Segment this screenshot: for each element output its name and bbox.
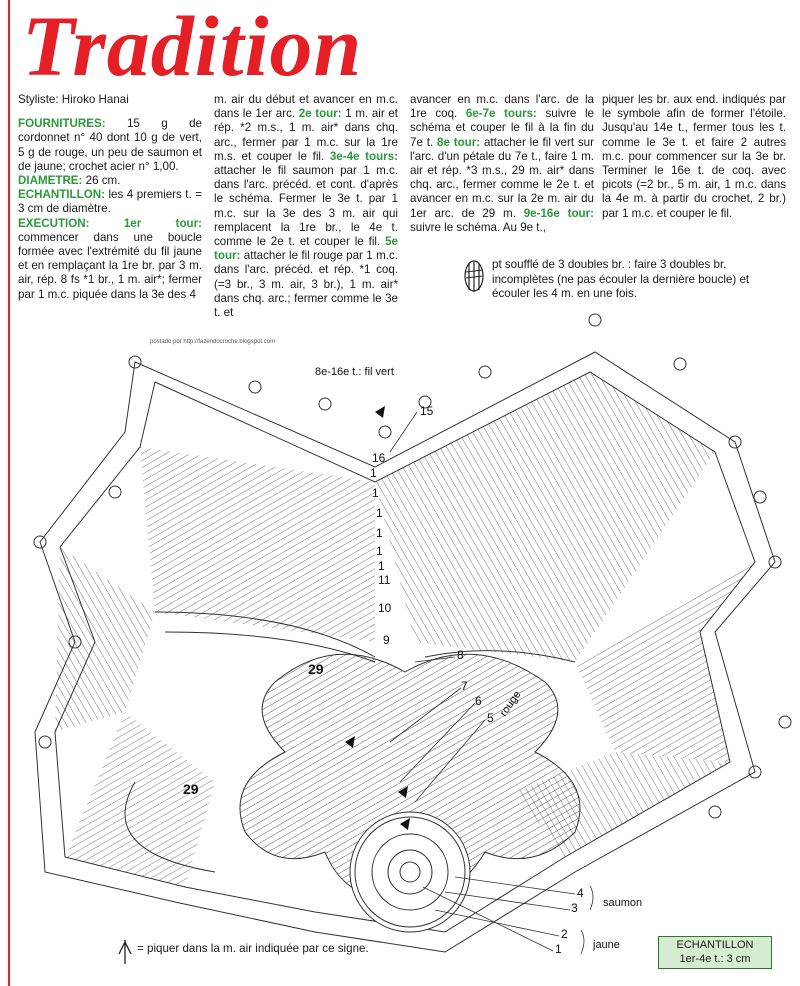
join-note: = piquer dans la m. air indiquée par ce signe. [137,942,369,955]
join-arrow-icon [117,938,133,964]
round-label-one-2: 1 [376,506,383,520]
column-2 [214,93,398,320]
col2-p5: attacher le fil rouge par 1 m.c. dans l'arc. précéd. et rép. *1 coq. (=3 br., 3 m. air, 3 br.), 1 m. air* dans chq. arc.; fermer comme le 3e t. et [214,249,398,320]
rouge-label: rouge [497,688,524,719]
round-label-one-5: 1 [378,559,385,573]
col3-p2: suivre le schéma et couper le fil à la fin du 7e t. [410,107,594,149]
echantillon-text: les 4 premiers t. = 3 cm de diamètre. [18,188,202,216]
round-label-one-6: 1 [370,466,377,480]
round-label-10: 10 [378,601,392,615]
puff-stitch-icon [462,258,486,294]
round-label-4: 4 [577,886,584,900]
col2-p2: 1 m. air et rép. *2 m.s., 1 m. air* dans chq. arc., fermer par 1 m.c. sur la 1re m.s. et couper le fil. [214,107,398,163]
left-red-rule [8,0,10,986]
round-label-15: 15 [420,404,434,418]
round-6-7-heading: 6e-7e tours: [457,107,537,121]
echantillon [18,188,202,216]
saumon-label: saumon [603,897,643,909]
execution [18,217,202,302]
round-label-8: 8 [457,648,464,662]
chain-label-b: 29 [183,781,199,797]
round-label-7: 7 [461,679,468,693]
page-title: Tradition [22,0,363,94]
col3-p1: avancer en m.c. dans l'arc. de la 1re coq. [410,93,594,121]
column-1 [18,93,202,302]
column-4 [602,93,786,221]
execution-heading: EXECUTION: 1er tour: [18,216,202,230]
round-5-heading: 5e tour: [214,235,399,263]
col4-p1: piquer les br. aux end. indiqués par le symbole afin de former l'étoile. Jusqu'au 14e t., fermer tous les t. comme le 3e t. et faire 2 autres m.c. pour commencer sur la 3e br. Terminer le 16e t. de coq. avec picots (=2 br., 5 m. air, 1 m.c. dans la 4e m. à partir du crochet, 2 br.) par 1 m.c. et couper le fil. [602,93,786,220]
execution-text: commencer dans une boucle formée avec l'extrémité du fil jaune et en remplaçant la 1re br. par 3 m. air, rép. 8 fs *1 br., 1 m. air*; fermer par 1 m.c. piquée dans la 3e des 4 [18,230,202,301]
diametre-heading: DIAMETRE: [18,174,83,188]
col2-p1: m. air du début et avancer en m.c. dans le 1er arc. [214,93,398,121]
top-label: 8e-16e t.: fil vert [315,366,394,378]
crochet-diagram [15,312,800,986]
legend-text: pt soufflé de 3 doubles br. : faire 3 doubles br. incomplètes (ne pas écouler la dernière boucle) et écouler les 4 m. en une fois. [492,258,750,300]
blog-credit: postado por http://fazendocroche.blogspot.com [150,339,276,345]
echantillon-heading: ECHANTILLON: [18,188,105,202]
round-label-5: 5 [487,711,494,725]
triangle-marker-icon [375,406,385,418]
echantillon-box-title: ECHANTILLON [676,939,754,951]
fournitures-text: 15 g de cordonnet n° 40 dont 10 g de vert, 5 g de rouge, un peu de saumon et de jaune; crochet acier n° 1,00. [18,117,202,173]
round-9-16-heading: 9e-16e tour: [515,206,594,220]
round-label-3: 3 [571,901,578,915]
round-label-1: 1 [555,942,562,956]
stylist: Styliste: Hiroko Hanai [18,93,129,106]
col2-p3: attacher le fil saumon par 1 m.c. dans l'arc. précéd. et cont. d'après le schéma. Fermer le 3e t. par 1 m.c. sur la 3e des 3 m. air qui remplacent la 1re br., le 4e t. comme le 2e t. et couper le fil. [214,164,398,249]
diametre-text: 26 cm. [82,174,121,188]
fournitures-heading: FOURNITURES: [18,117,106,131]
round-label-9: 9 [383,633,390,647]
echantillon-box-value: 1er-4e t.: 3 cm [679,953,751,965]
round-8-heading: 8e tour: [433,135,481,149]
col3-p4: suivre le schéma. Au 9e t., [410,220,546,234]
flower-center [240,654,580,932]
column-3 [410,93,594,235]
round-3-4-heading: 3e-4e tours: [324,149,398,163]
round-2-heading: 2e tour: [295,107,342,121]
round-label-11: 11 [378,573,391,587]
jaune-label: jaune [593,939,620,951]
chain-label-a: 29 [308,661,324,677]
diametre [18,174,202,188]
round-label-one-1: 1 [372,486,379,500]
round-label-one-3: 1 [376,526,383,540]
col3-p3: attacher le fil vert sur l'arc. d'un pétale du 7e t., faire 1 m. air et rép. *3 m.s., 29 m. air* dans chq. arc., fermer comme le 2e t. et avancer en m.c. sur la 2e m. air du 1er arc. de 29 m. [410,135,594,220]
echantillon-box [658,936,772,969]
round-label-2: 2 [561,927,568,941]
round-label-16: 16 [372,451,386,465]
round-label-6: 6 [475,694,482,708]
fournitures [18,117,202,174]
round-label-one-4: 1 [376,544,383,558]
